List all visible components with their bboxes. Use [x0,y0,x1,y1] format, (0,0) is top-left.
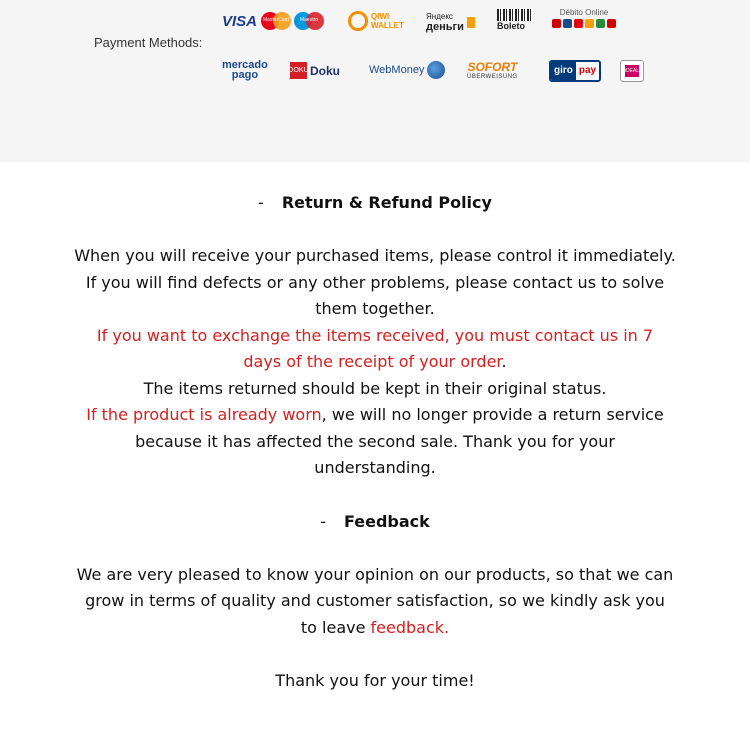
ideal-logo: iDEAL [620,60,644,82]
visa-logo: VISA [222,12,258,30]
doku-logo: DOKU Doku [288,63,340,78]
visa-mastercard-maestro-logo [222,10,327,32]
refund-line-9: understanding. [314,458,436,477]
refund-line-3: them together. [315,299,435,318]
webmoney-logo: WebMoney [369,61,445,79]
refund-worn-notice: If the product is already worn, we will no longer provide a return service [86,405,664,424]
refund-line-1: When you will receive your purchased items, please control it immediately. [74,246,676,265]
refund-exchange-notice: If you want to exchange the items received, you must contact us in 7 [96,325,654,345]
mastercard-logo: MasterCard [261,12,291,30]
qiwi-icon [348,11,368,31]
feedback-line-1: We are very pleased to know your opinion on our products, so that we can [76,564,674,584]
qiwi-wallet-logo: QIWI WALLET [348,8,404,34]
refund-heading: - Return & Refund Policy [258,193,492,212]
payment-methods-label: Payment Methods: [94,35,203,50]
boleto-logo: Boleto [497,9,533,31]
globe-icon [427,61,445,79]
yandex-wallet-icon [467,17,475,28]
refund-line-8: because it has affected the second sale. Thank you for your [135,431,615,451]
debito-online-logo: Débito Online [551,8,617,28]
yandex-money-logo: Яндекс деньги [426,10,475,34]
barcode-icon [497,9,533,21]
feedback-line-2: grow in terms of quality and customer satisfaction, so we kindly ask you [85,591,665,610]
mercado-pago-logo: mercado pago [222,59,268,81]
feedback-line-3: to leave feedback. [300,617,450,637]
payment-methods-band [0,0,750,162]
refund-exchange-notice-end: days of the receipt of your order. [243,352,507,371]
thanks-line: Thank you for your time! [275,670,475,690]
doku-icon: DOKU [290,62,307,79]
policy-content [0,162,750,694]
maestro-logo: Maestro [294,12,324,30]
refund-line-2: If you will find defects or any other problems, please contact us to solve [85,272,665,292]
sofort-logo: SOFORT ÜBERWEISUNG [467,60,518,80]
bank-icons [551,19,617,28]
giropay-logo: giro pay [549,60,601,82]
refund-line-6: The items returned should be kept in their original status. [143,378,607,398]
feedback-heading: - Feedback [320,511,430,531]
